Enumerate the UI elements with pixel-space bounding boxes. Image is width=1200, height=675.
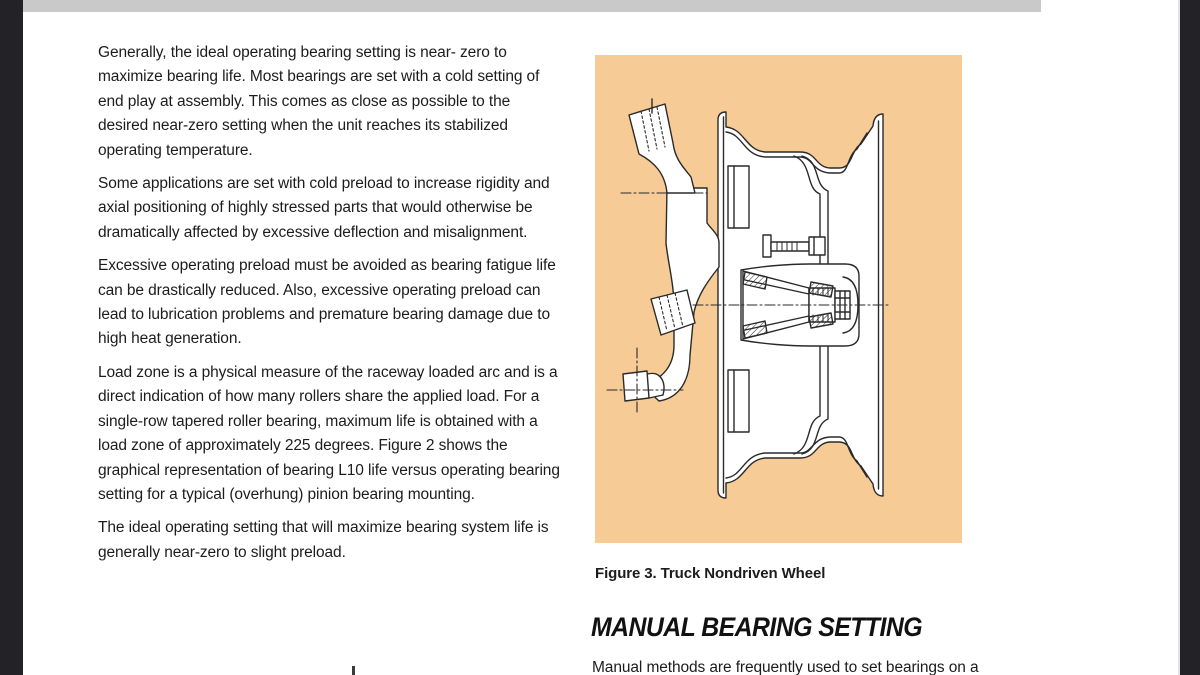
right-black-bar xyxy=(1178,0,1200,675)
truck-nondriven-wheel-drawing xyxy=(595,55,962,543)
figure-3-panel xyxy=(595,55,962,543)
left-black-bar xyxy=(0,0,23,675)
body-paragraph: Load zone is a physical measure of the raceway loaded arc and is a direct indication of how many rollers share the applied load. For a single-row tapered roller bearing, maximum life is obtained with a load zone of approximately 225 degrees. Figure 2 shows the graphical representation of bearing L10 life versus operating bearing setting for a typical (overhung) pinion bearing mounting. xyxy=(98,363,560,503)
section-heading: MANUAL BEARING SETTING xyxy=(591,612,923,642)
body-paragraph: Excessive operating preload must be avoided as bearing fatigue life can be drastically reduced. Also, excessive operating preload can lead to lubrication problems and premature bearing damage due to high heat generation. xyxy=(98,257,556,348)
figure-caption: Figure 3. Truck Nondriven Wheel xyxy=(595,565,826,582)
body-paragraph: Generally, the ideal operating bearing setting is near- zero to maximize bearing life. Most bearings are set with a cold setting of end play at assembly. This comes as close as possible to the desired near-zero setting when the unit reaches its stabilized operating temperature. xyxy=(98,44,540,159)
right-column-body-line: Manual methods are frequently used to set bearings on a xyxy=(592,659,979,675)
body-paragraph: The ideal operating setting that will maximize bearing system life is generally near-zero to slight preload. xyxy=(98,519,549,561)
body-paragraph: Some applications are set with cold preload to increase rigidity and axial positioning of highly stressed parts that would otherwise be dramatically affected by excessive deflection and misalignment. xyxy=(98,175,550,241)
next-figure-peek-mark xyxy=(352,666,355,675)
viewer-top-bar xyxy=(23,0,1041,12)
body-text-column xyxy=(98,41,564,574)
